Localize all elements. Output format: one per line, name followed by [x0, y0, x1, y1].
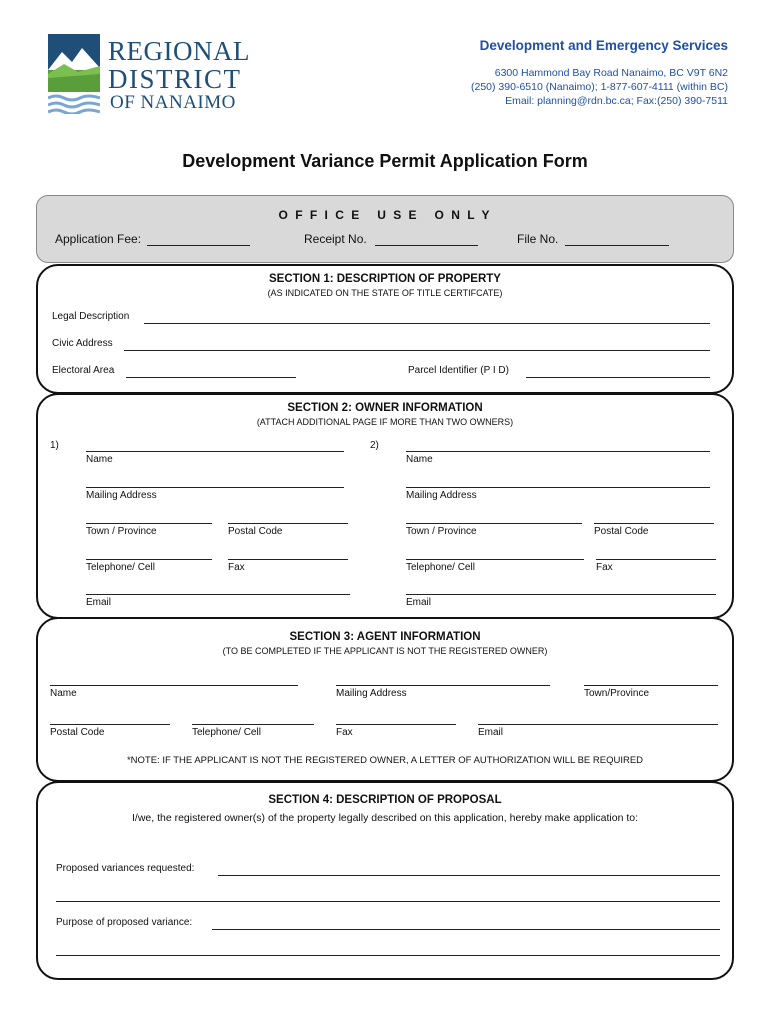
owner-1-phone-field[interactable]	[86, 559, 212, 560]
owner-1-town-label: Town / Province	[86, 526, 157, 537]
agent-name-field[interactable]	[50, 685, 298, 686]
electoral-area-label: Electoral Area	[52, 365, 115, 376]
agent-mailing-label: Mailing Address	[336, 688, 407, 699]
section-1-property	[36, 264, 734, 394]
owner-2-phone-field[interactable]	[406, 559, 584, 560]
owner-1-postal-field[interactable]	[228, 523, 348, 524]
application-fee-field[interactable]	[147, 245, 250, 246]
section-1-subtitle: (AS INDICATED ON THE STATE OF TITLE CERTIFCATE)	[267, 288, 503, 298]
application-fee-label: Application Fee:	[55, 232, 142, 246]
section-1-title: SECTION 1: DESCRIPTION OF PROPERTY	[269, 273, 501, 285]
agent-postal-label: Postal Code	[50, 727, 105, 738]
section-4-title: SECTION 4: DESCRIPTION OF PROPOSAL	[268, 794, 502, 806]
agent-fax-field[interactable]	[336, 724, 456, 725]
owner-2-town-label: Town / Province	[406, 526, 477, 537]
owner-1-email-field[interactable]	[86, 594, 350, 595]
receipt-field[interactable]	[375, 245, 478, 246]
owner-2-email-field[interactable]	[406, 594, 716, 595]
section-2-title: SECTION 2: OWNER INFORMATION	[287, 402, 483, 414]
civic-address-label: Civic Address	[52, 338, 113, 349]
logo-line-1: REGIONAL	[108, 36, 250, 66]
pid-label: Parcel Identifier (P I D)	[408, 365, 509, 376]
agent-town-field[interactable]	[584, 685, 718, 686]
logo-line-3: OF NANAIMO	[110, 92, 236, 113]
owner-1-town-field[interactable]	[86, 523, 212, 524]
owner-1-name-field[interactable]	[86, 451, 344, 452]
section-4-intro: I/we, the registered owner(s) of the property legally described on this application, hereby make application to:	[131, 812, 639, 824]
civic-address-field[interactable]	[124, 350, 710, 351]
office-use-title: O F F I C E U S E O N L Y	[278, 208, 492, 222]
owner-2-name-label: Name	[406, 454, 433, 465]
purpose-of-variance-label: Purpose of proposed variance:	[56, 917, 193, 928]
logo-mark-icon	[48, 34, 100, 114]
agent-fax-label: Fax	[336, 727, 353, 738]
owner-1-mailing-field[interactable]	[86, 487, 344, 488]
section-3-title: SECTION 3: AGENT INFORMATION	[289, 631, 481, 643]
owner-2-email-label: Email	[406, 597, 432, 608]
proposed-variances-field-2[interactable]	[56, 901, 720, 902]
agent-mailing-field[interactable]	[336, 685, 550, 686]
agent-email-field[interactable]	[478, 724, 718, 725]
section-2-subtitle: (ATTACH ADDITIONAL PAGE IF MORE THAN TWO OWNERS)	[256, 417, 514, 427]
proposed-variances-label: Proposed variances requested:	[56, 863, 195, 874]
form-title: Development Variance Permit Application Form	[182, 151, 588, 171]
owner-2-postal-field[interactable]	[594, 523, 714, 524]
file-label: File No.	[517, 232, 559, 246]
agent-postal-field[interactable]	[50, 724, 170, 725]
legal-description-label: Legal Description	[52, 311, 130, 322]
pid-field[interactable]	[526, 377, 710, 378]
owner-2-fax-field[interactable]	[596, 559, 716, 560]
department-name: Development and Emergency Services	[479, 38, 728, 53]
owner-2-fax-label: Fax	[596, 562, 613, 573]
owner-2-town-field[interactable]	[406, 523, 582, 524]
owner-1-fax-field[interactable]	[228, 559, 348, 560]
logo	[48, 34, 250, 114]
owner-1-mailing-label: Mailing Address	[86, 490, 157, 501]
owner-2-phone-label: Telephone/ Cell	[406, 562, 475, 573]
office-use-box	[36, 195, 734, 263]
owner-1-name-label: Name	[86, 454, 113, 465]
department-address: 6300 Hammond Bay Road Nanaimo, BC V9T 6N2	[494, 67, 728, 79]
owner-1-phone-label: Telephone/ Cell	[86, 562, 155, 573]
section-3-agent	[36, 617, 734, 782]
receipt-label: Receipt No.	[304, 232, 367, 246]
proposed-variances-field[interactable]	[218, 875, 720, 876]
owner-2-mailing-field[interactable]	[406, 487, 710, 488]
owner-1-number: 1)	[50, 440, 59, 451]
logo-line-2: DISTRICT	[108, 64, 242, 94]
owner-2-postal-label: Postal Code	[594, 526, 649, 537]
owner-1-fax-label: Fax	[228, 562, 245, 573]
purpose-of-variance-field-2[interactable]	[56, 955, 720, 956]
department-phone: (250) 390-6510 (Nanaimo); 1-877-607-4111 (within BC)	[471, 81, 728, 93]
legal-description-field[interactable]	[144, 323, 710, 324]
department-email: Email: planning@rdn.bc.ca; Fax:(250) 390-7511	[505, 95, 728, 107]
owner-1-email-label: Email	[86, 597, 112, 608]
section-4-proposal	[36, 781, 734, 980]
agent-town-label: Town/Province	[584, 688, 650, 699]
owner-2-mailing-label: Mailing Address	[406, 490, 477, 501]
section-3-subtitle: (TO BE COMPLETED IF THE APPLICANT IS NOT THE REGISTERED OWNER)	[222, 646, 548, 656]
owner-1-postal-label: Postal Code	[228, 526, 283, 537]
section-2-owner	[36, 393, 734, 619]
owner-2-number: 2)	[370, 440, 379, 451]
purpose-of-variance-field[interactable]	[212, 929, 720, 930]
agent-phone-field[interactable]	[192, 724, 314, 725]
agent-authorization-note: *NOTE: IF THE APPLICANT IS NOT THE REGISTERED OWNER, A LETTER OF AUTHORIZATION WILL BE REQUIRED	[126, 755, 644, 766]
agent-phone-label: Telephone/ Cell	[192, 727, 261, 738]
file-field[interactable]	[565, 245, 669, 246]
electoral-area-field[interactable]	[126, 377, 296, 378]
owner-2-name-field[interactable]	[406, 451, 710, 452]
agent-name-label: Name	[50, 688, 77, 699]
agent-email-label: Email	[478, 727, 504, 738]
